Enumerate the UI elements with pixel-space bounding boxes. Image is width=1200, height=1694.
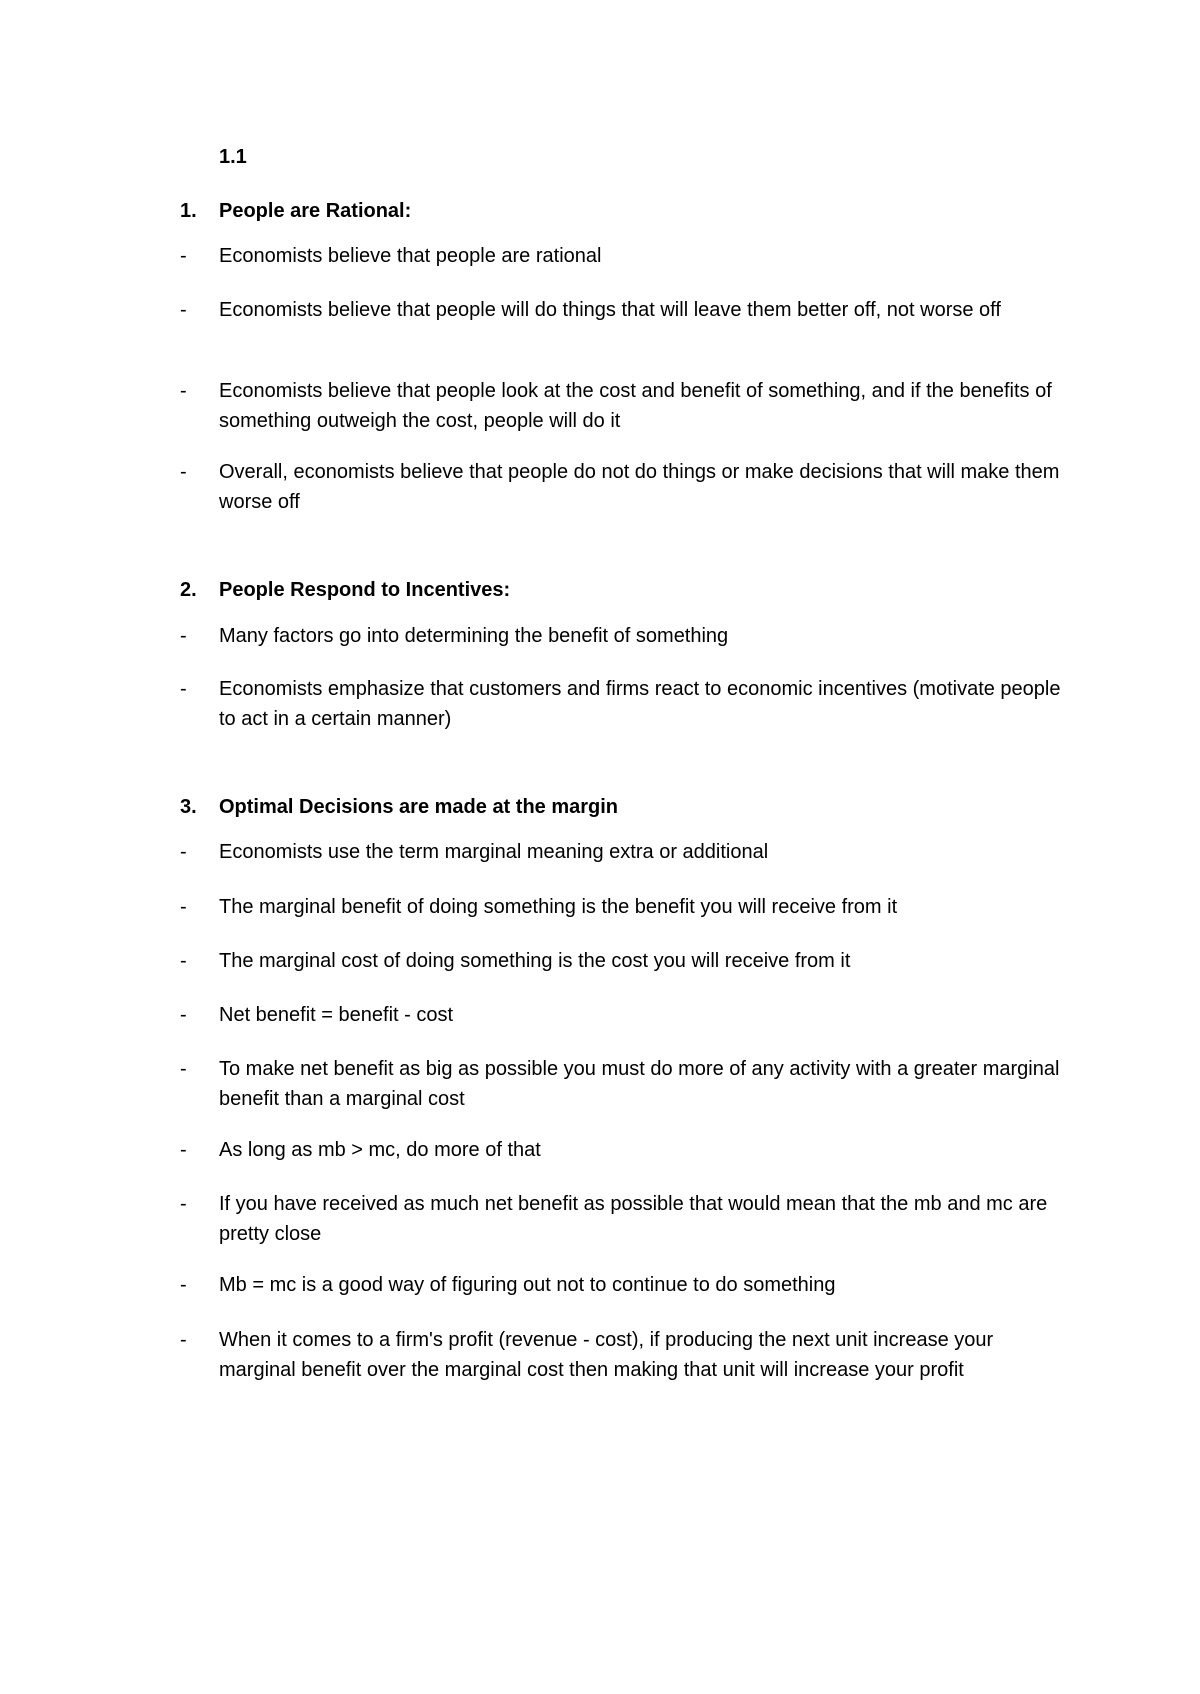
bullet-text: Economists use the term marginal meaning extra or additional [219, 841, 769, 863]
section-heading-rational [180, 197, 411, 226]
list-item [180, 1190, 1070, 1249]
bullet-text: If you have received as much net benefit as possible that would mean that the mb and mc are pretty close [219, 1193, 1048, 1245]
bullet-marker: - [180, 1058, 187, 1080]
bullet-marker: - [180, 1004, 187, 1026]
bullet-text: Net benefit = benefit - cost [219, 1004, 454, 1026]
bullet-text: When it comes to a firm's profit (revenue - cost), if producing the next unit increase your marginal benefit over the marginal cost then making that unit will increase your profit [219, 1329, 994, 1381]
list-item [180, 622, 1070, 652]
bullet-marker: - [180, 950, 187, 972]
bullet-text: Economists believe that people look at the cost and benefit of something, and if the benefits of something outweigh the cost, people will do it [219, 380, 1052, 432]
bullet-text: The marginal benefit of doing something is the benefit you will receive from it [219, 896, 898, 918]
bullet-marker: - [180, 461, 187, 483]
list-item [180, 1271, 1070, 1301]
bullet-text: As long as mb > mc, do more of that [219, 1139, 541, 1161]
list-item [180, 377, 1070, 436]
list-item [180, 675, 1070, 734]
bullet-text: Economists believe that people are rational [219, 245, 602, 267]
list-item [180, 893, 1070, 923]
section-heading-incentives [180, 576, 510, 605]
list-item [180, 947, 1070, 977]
list-item [180, 1136, 1070, 1166]
bullet-text: The marginal cost of doing something is the cost you will receive from it [219, 950, 851, 972]
bullet-text: Overall, economists believe that people do not do things or make decisions that will make them worse off [219, 461, 1060, 513]
section-number: 1. [180, 200, 197, 222]
list-item [180, 838, 1070, 868]
bullet-text: Many factors go into determining the benefit of something [219, 625, 729, 647]
bullet-marker: - [180, 245, 187, 267]
section-title: People Respond to Incentives: [219, 579, 511, 601]
section-number: 2. [180, 579, 197, 601]
bullet-marker: - [180, 1274, 187, 1296]
list-item [180, 1055, 1070, 1114]
bullet-marker: - [180, 1193, 187, 1215]
section-title: People are Rational: [219, 200, 412, 222]
section-heading-margin [180, 793, 618, 822]
bullet-marker: - [180, 841, 187, 863]
document-number-heading: 1.1 [219, 146, 247, 168]
bullet-marker: - [180, 678, 187, 700]
bullet-marker: - [180, 896, 187, 918]
bullet-text: Economists emphasize that customers and firms react to economic incentives (motivate people to act in a certain manner) [219, 678, 1061, 730]
bullet-marker: - [180, 625, 187, 647]
bullet-marker: - [180, 380, 187, 402]
list-item [180, 1001, 1070, 1031]
bullet-text: Economists believe that people will do things that will leave them better off, not worse off [219, 299, 1001, 321]
list-item [180, 296, 1070, 326]
section-number: 3. [180, 796, 197, 818]
list-item [180, 458, 1070, 517]
bullet-text: Mb = mc is a good way of figuring out not to continue to do something [219, 1274, 836, 1296]
list-item [180, 1326, 1070, 1385]
section-title: Optimal Decisions are made at the margin [219, 796, 619, 818]
bullet-marker: - [180, 1139, 187, 1161]
list-item [180, 242, 1070, 272]
bullet-marker: - [180, 299, 187, 321]
bullet-marker: - [180, 1329, 187, 1351]
bullet-text: To make net benefit as big as possible you must do more of any activity with a greater marginal benefit than a marginal cost [219, 1058, 1060, 1110]
